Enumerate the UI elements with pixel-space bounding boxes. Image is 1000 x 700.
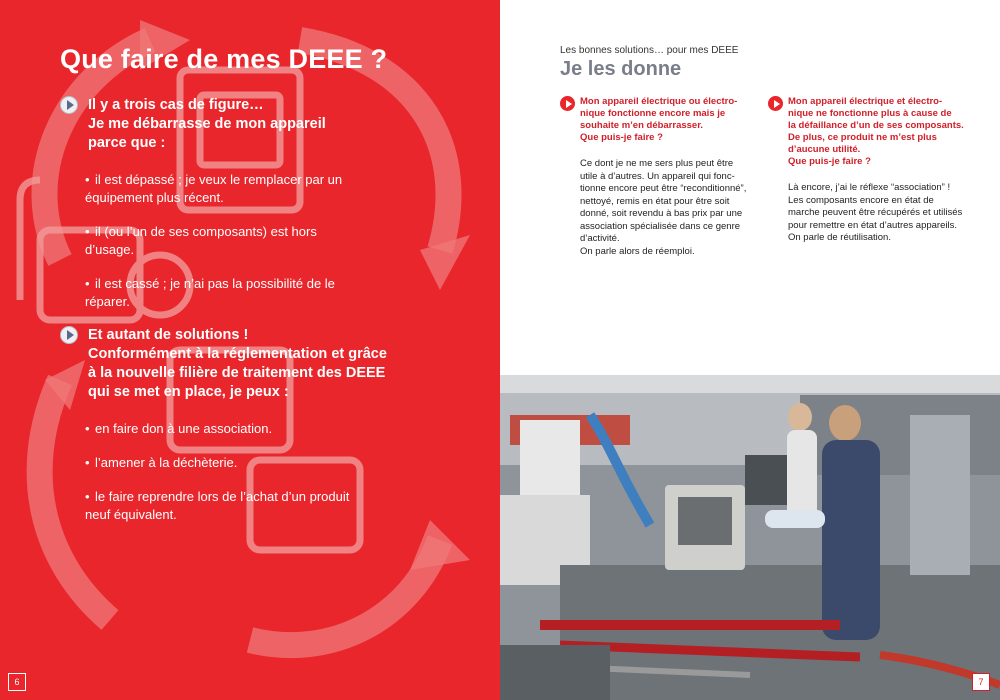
list-item: • en faire don à une association.	[85, 421, 273, 436]
column-reuse	[560, 96, 758, 258]
list-item: • il est dépassé ; je veux le remplacer par un équipement plus récent.	[85, 172, 343, 205]
list-item: • il est cassé ; je n’ai pas la possibilité de le réparer.	[85, 276, 335, 309]
column-body: Ce dont je ne me sers plus peut être utile à d’autres. Un appareil qui fonc- tionne encore peut être “reconditionné”, nettoyé, remis en état pour être soit donné, soit revendu à bas prix par une association spécialisée dans ce genre d’activité. On parle alors de réemploi.	[580, 158, 747, 257]
reasons-list	[85, 171, 400, 311]
case-solutions	[60, 326, 400, 540]
case-reasons	[60, 96, 400, 327]
column-heading: Mon appareil électrique et électro- nique ne fonctionne plus à cause de la défaillance d’un de ses composants. De plus, ce produit ne m’est plus d’aucune utilité. Que puis-je faire ?	[768, 96, 966, 168]
column-reutilisation	[768, 96, 966, 245]
play-arrow-icon	[768, 96, 783, 111]
play-arrow-icon	[60, 326, 78, 344]
page-number: 6	[8, 673, 26, 691]
play-arrow-icon	[60, 96, 78, 114]
column-body: Là encore, j’ai le réflexe “association” ! Les composants encore en état de marche peuvent être récupérés et utilisés pour remettre en état d’autres appareils. On parle de réutilisation.	[788, 182, 963, 243]
play-arrow-icon	[560, 96, 575, 111]
list-item: • le faire reprendre lors de l’achat d’un produit neuf équivalent.	[85, 489, 350, 522]
section-kicker: Les bonnes solutions… pour mes DEEE	[560, 45, 739, 56]
list-item: • l’amener à la déchèterie.	[85, 455, 238, 470]
page-number: 7	[972, 673, 990, 691]
case-heading: Il y a trois cas de figure… Je me débarrasse de mon appareil parce que :	[88, 97, 326, 151]
workshop-photo	[500, 375, 1000, 700]
right-page	[500, 0, 1000, 700]
section-title: Je les donne	[560, 58, 682, 80]
case-heading: Et autant de solutions ! Conformément à la réglementation et grâce à la nouvelle filière de traitement des DEEE qui se met en place, je peux :	[88, 327, 387, 400]
page-title: Que faire de mes DEEE ?	[60, 44, 388, 74]
column-heading: Mon appareil électrique ou électro- nique fonctionne encore mais je souhaite m’en débarrasser. Que puis-je faire ?	[560, 96, 758, 144]
list-item: • il (ou l’un de ses composants) est hors d’usage.	[85, 224, 317, 257]
solutions-list	[85, 420, 400, 524]
